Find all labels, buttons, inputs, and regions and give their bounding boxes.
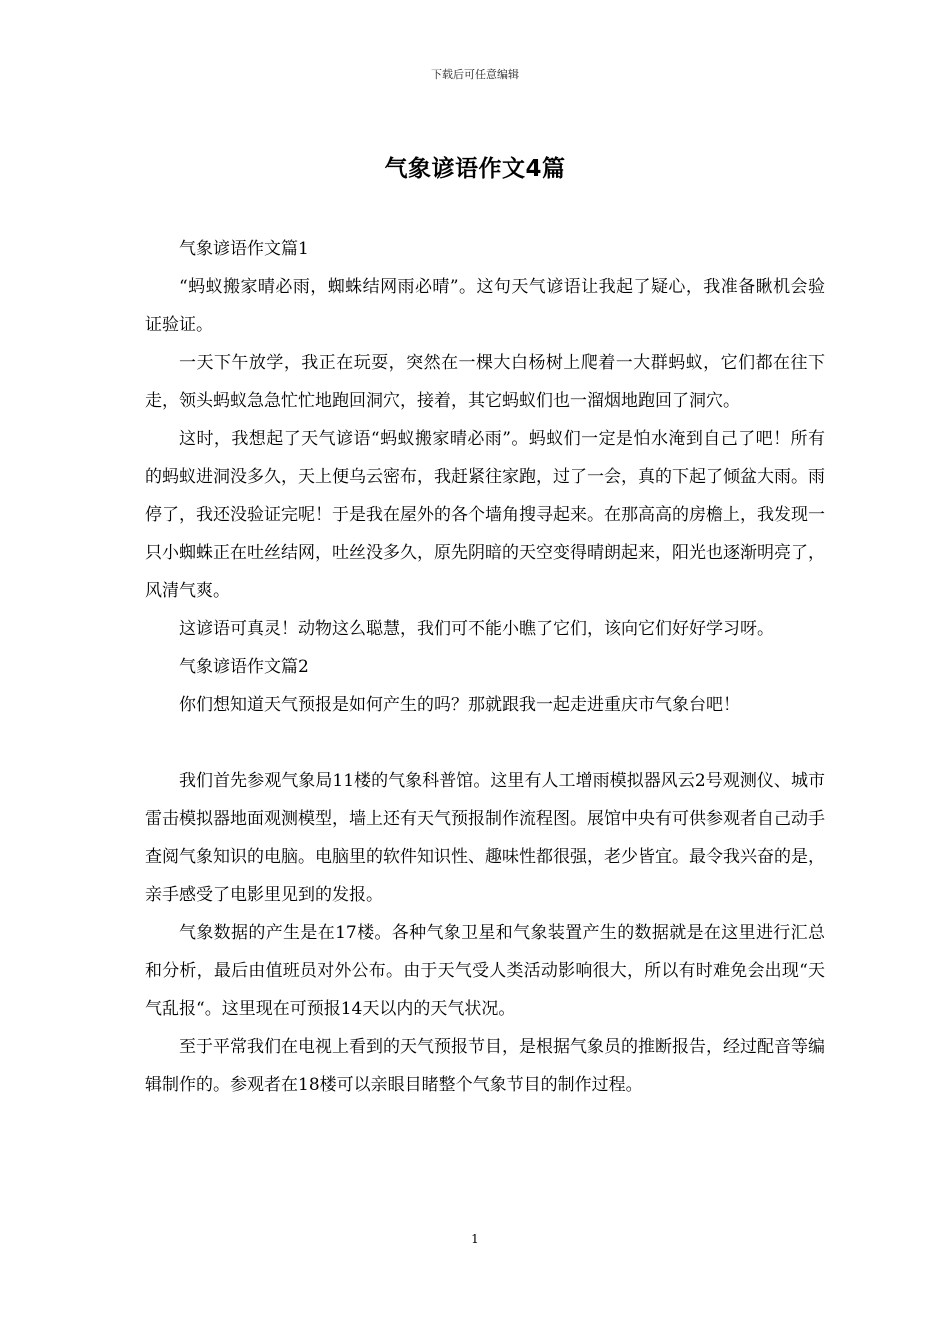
section-heading-2: 气象谚语作文篇2 (179, 657, 309, 677)
body-paragraph: 这谚语可真灵！动物这么聪慧，我们可不能小瞧了它们，该向它们好好学习呀。 (179, 619, 774, 639)
body-paragraph: 气象数据的产生是在17楼。各种气象卫星和气象装置产生的数据就是在这里进行汇总和分析，最后由值班员对外公布。由于天气受人类活动影响很大，所以有时难免会出现“天气乱报“。这里现在可预报14天以内的天气状况。 (145, 923, 825, 1019)
body-paragraph: 你们想知道天气预报是如何产生的吗？那就跟我一起走进重庆市气象台吧！ (179, 695, 740, 715)
header-note: 下载后可任意编辑 (431, 68, 519, 81)
body-paragraph: 至于平常我们在电视上看到的天气预报节目，是根据气象员的推断报告，经过配音等编辑制作的。参观者在18楼可以亲眼目睹整个气象节目的制作过程。 (145, 1037, 825, 1095)
document-title: 气象谚语作文4篇 (384, 156, 566, 182)
body-paragraph: 这时，我想起了天气谚语“蚂蚁搬家晴必雨”。蚂蚁们一定是怕水淹到自己了吧！所有的蚂蚁进洞没多久，天上便乌云密布，我赶紧往家跑，过了一会，真的下起了倾盆大雨。雨停了，我还没验证完呢！于是我在屋外的各个墙角搜寻起来。在那高高的房檐上，我发现一只小蜘蛛正在吐丝结网，吐丝没多久，原先阴暗的天空变得晴朗起来，阳光也逐渐明亮了，风清气爽。 (145, 429, 825, 601)
body-paragraph: “蚂蚁搬家晴必雨，蜘蛛结网雨必晴”。这句天气谚语让我起了疑心，我准备瞅机会验证验证。 (145, 277, 825, 335)
blank-line (145, 724, 825, 762)
section-heading-1: 气象谚语作文篇1 (179, 239, 309, 259)
document-body (145, 230, 825, 1104)
page-number: 1 (471, 1232, 479, 1246)
body-paragraph: 一天下午放学，我正在玩耍，突然在一棵大白杨树上爬着一大群蚂蚁，它们都在往下走，领头蚂蚁急急忙忙地跑回洞穴，接着，其它蚂蚁们也一溜烟地跑回了洞穴。 (145, 353, 825, 411)
body-paragraph: 我们首先参观气象局11楼的气象科普馆。这里有人工增雨模拟器风云2号观测仪、城市雷击模拟器地面观测模型，墙上还有天气预报制作流程图。展馆中央有可供参观者自己动手查阅气象知识的电脑。电脑里的软件知识性、趣味性都很强，老少皆宜。最令我兴奋的是，亲手感受了电影里见到的发报。 (145, 771, 825, 905)
